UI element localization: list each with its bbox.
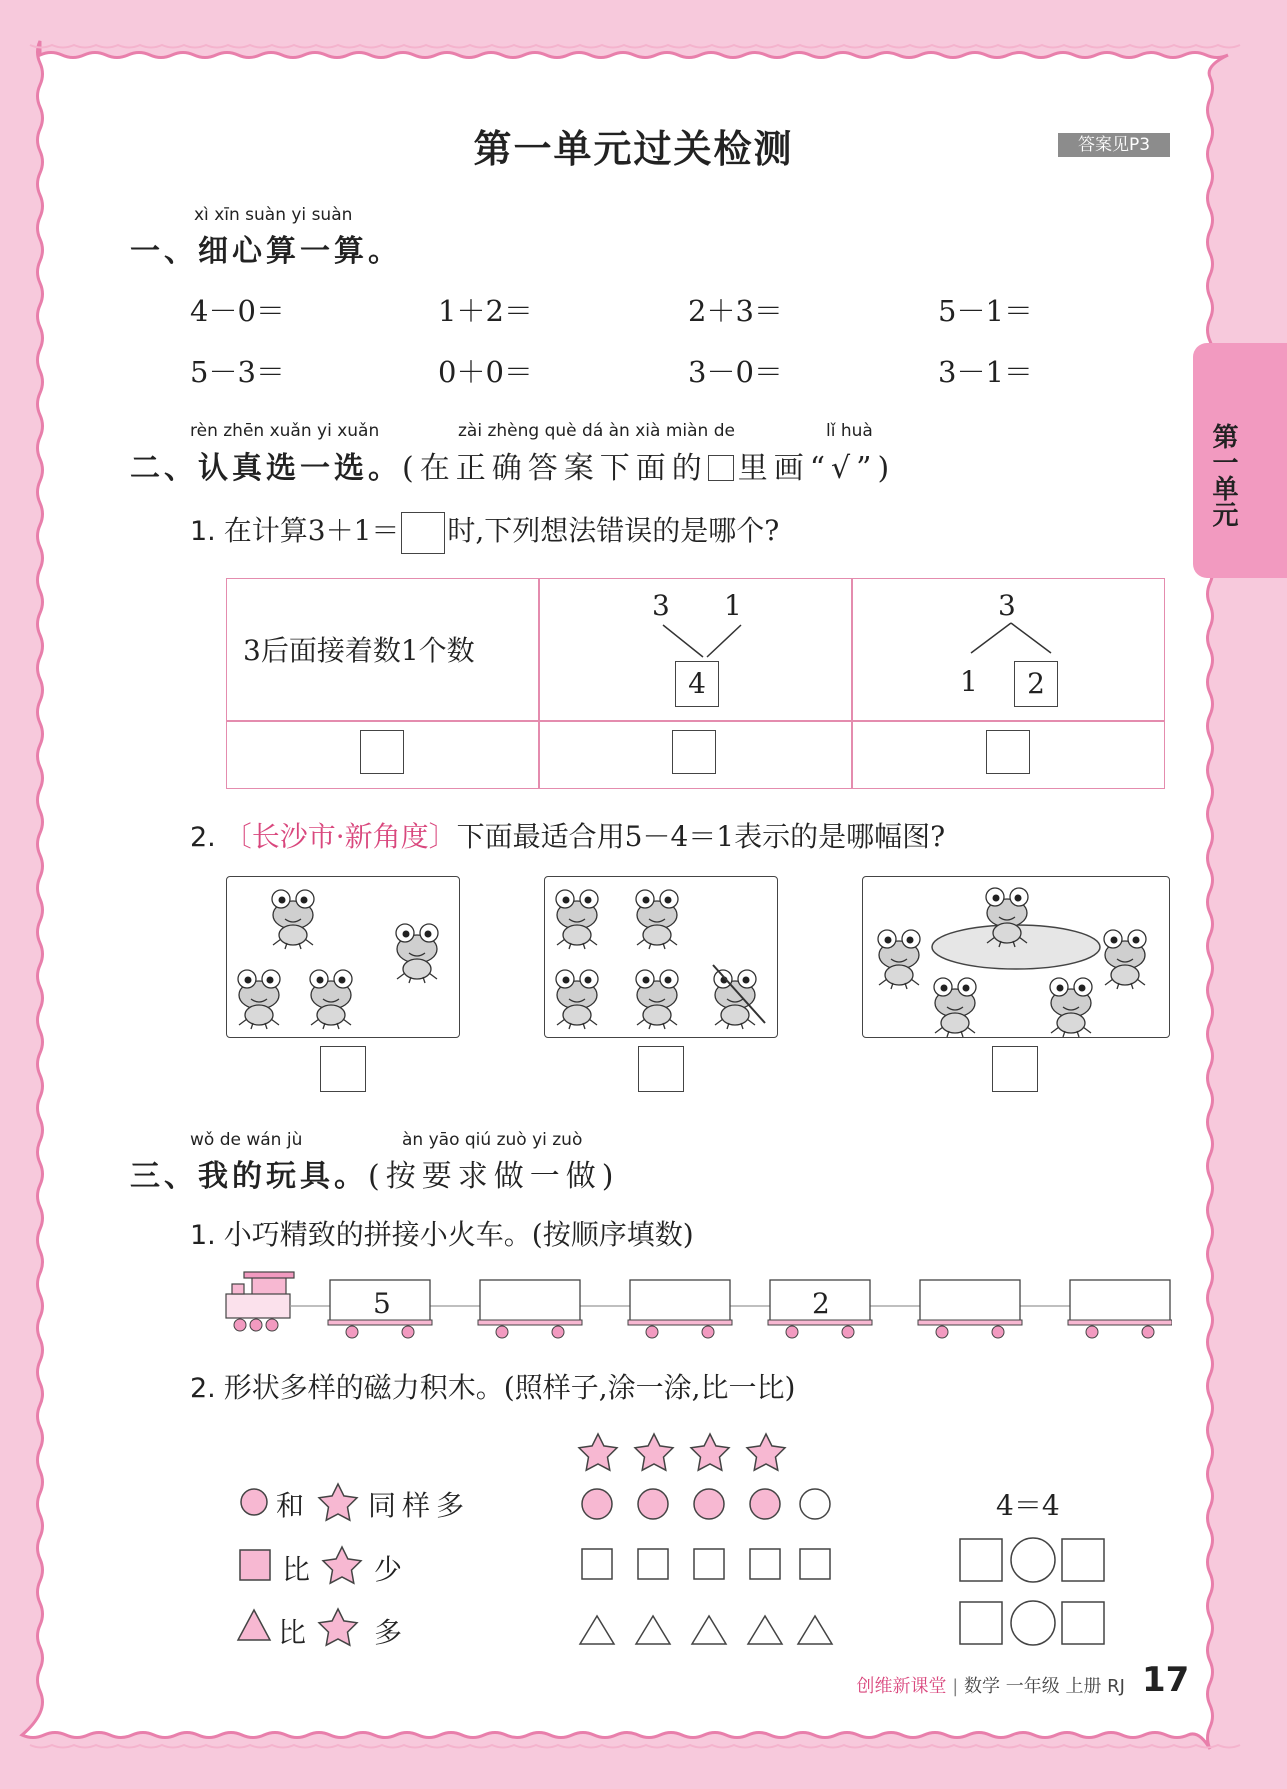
train-car-5 <box>918 1280 1022 1338</box>
s3-q2-number: 2. <box>190 1373 216 1404</box>
circle-5 <box>800 1489 830 1519</box>
circle-4 <box>750 1489 780 1519</box>
equation-8: 3－1＝ <box>938 355 1033 389</box>
s2-q2-number: 2. <box>190 822 216 853</box>
equation-6: 0＋0＝ <box>438 355 533 389</box>
s2-pinyin-a: rèn zhēn xuǎn yi xuǎn <box>190 421 380 441</box>
train-car-6 <box>1068 1280 1172 1338</box>
row3-word: 比 <box>278 1616 307 1649</box>
frog-group-2 <box>545 877 777 1037</box>
triangles-row <box>580 1616 832 1644</box>
s3-instruction: (按要求做一做) <box>368 1159 620 1194</box>
frog-group-1 <box>227 877 459 1037</box>
s3-pinyin-b: àn yāo qiú zuò yi zuò <box>402 1130 583 1150</box>
star-icon <box>323 1547 361 1583</box>
picture-2-answer-box[interactable] <box>638 1046 684 1092</box>
star-3 <box>691 1434 729 1470</box>
star-4 <box>747 1434 785 1470</box>
s3-q1-text: 小巧精致的拼接小火车。(按顺序填数) <box>223 1218 694 1251</box>
train-car-3 <box>628 1280 732 1338</box>
star-1 <box>579 1434 617 1470</box>
frog-picture-3 <box>862 876 1170 1038</box>
page-title: 第一单元过关检测 <box>473 127 794 171</box>
answer-reference-badge: 答案见P3 <box>1058 133 1170 157</box>
s2-q1-number: 1. <box>190 516 216 547</box>
circle-2 <box>638 1489 668 1519</box>
s1-heading: 一、细心算一算。 <box>130 234 402 269</box>
s3-heading: 三、我的玩具。 <box>130 1159 368 1194</box>
s3-pinyin-a: wǒ de wán jù <box>190 1130 303 1150</box>
s2-q2 <box>190 815 945 855</box>
circle-3 <box>694 1489 724 1519</box>
option-c-answer-box[interactable] <box>986 730 1030 774</box>
s3-q2 <box>190 1366 795 1406</box>
frog-picture-1 <box>226 876 460 1038</box>
s2-instruction-a: (在正确答案下面的 <box>402 451 708 486</box>
star-2 <box>635 1434 673 1470</box>
s2-heading-line <box>130 443 895 487</box>
option-b-top-right: 1 <box>724 589 742 622</box>
square-icon <box>240 1550 270 1580</box>
s3-q1 <box>190 1213 694 1253</box>
squares-row <box>582 1549 830 1579</box>
equation-1: 4－0＝ <box>190 294 285 328</box>
train-engine-icon <box>226 1272 294 1331</box>
train-car-1-value: 5 <box>373 1287 391 1320</box>
answer-blocks-row-3 <box>960 1601 1104 1645</box>
circle-1 <box>582 1489 612 1519</box>
footer-info: 创维新课堂 | 数学 一年级 上册 RJ <box>856 1676 1125 1697</box>
option-b-split-lines <box>657 619 757 659</box>
option-c-right: 2 <box>1014 661 1058 707</box>
picture-3-answer-box[interactable] <box>992 1046 1038 1092</box>
picture-1-answer-box[interactable] <box>320 1046 366 1092</box>
s3-heading-line <box>130 1151 619 1195</box>
footer-book-info: 数学 一年级 上册 RJ <box>964 1676 1125 1697</box>
table-divider <box>227 720 1164 722</box>
page-number: 17 <box>1142 1660 1190 1700</box>
s2-q1-text-b: 时,下列想法错误的是哪个? <box>447 514 780 547</box>
circle-icon <box>241 1489 267 1515</box>
s3-q2-text: 形状多样的磁力积木。(照样子,涂一涂,比一比) <box>223 1371 796 1404</box>
option-b-answer-box[interactable] <box>672 730 716 774</box>
s2-pinyin-b: zài zhèng què dá àn xià miàn de <box>458 421 735 441</box>
option-a-text: 3后面接着数1个数 <box>243 634 475 667</box>
s3-q1-number: 1. <box>190 1220 216 1251</box>
row3-suffix: 多 <box>374 1616 403 1649</box>
circles-row <box>582 1489 830 1519</box>
frog-group-3 <box>863 877 1169 1037</box>
option-b-result: 4 <box>675 661 719 707</box>
star-icon <box>319 1609 357 1645</box>
train-illustration <box>222 1270 1172 1342</box>
equation-7: 3－0＝ <box>688 355 783 389</box>
s2-q2-source-tag: 〔长沙市·新角度〕 <box>223 820 457 853</box>
equation-2: 1＋2＝ <box>438 294 533 328</box>
row1-word: 和 <box>276 1489 305 1522</box>
s2-q2-text: 下面最适合用5－4＝1表示的是哪幅图? <box>456 820 946 853</box>
option-b-top-left: 3 <box>652 589 670 622</box>
s2-q1-text-a: 在计算3＋1＝ <box>223 514 400 547</box>
table-divider <box>851 579 853 788</box>
triangle-icon <box>238 1610 270 1640</box>
s2-q1-blank <box>401 512 445 554</box>
option-c-split-lines <box>967 619 1057 659</box>
star-icon <box>319 1484 357 1520</box>
option-c-left: 1 <box>960 665 978 698</box>
answer-box-sample <box>708 455 734 481</box>
s2-instruction-b: 里画“√”) <box>737 451 896 486</box>
equation-3: 2＋3＝ <box>688 294 783 328</box>
stars-row <box>579 1434 785 1470</box>
shape-comparison <box>230 1424 1160 1659</box>
answer-blocks-row-2 <box>960 1538 1104 1582</box>
train-car-2 <box>478 1280 582 1338</box>
s2-heading: 二、认真选一选。 <box>130 451 402 486</box>
unit-side-tab-label: 第一单元 <box>1208 423 1238 527</box>
option-a-answer-box[interactable] <box>360 730 404 774</box>
s2-q1-options-table <box>226 578 1165 789</box>
option-c-top: 3 <box>998 589 1016 622</box>
row2-suffix: 少 <box>374 1553 403 1586</box>
s1-pinyin: xì xīn suàn yi suàn <box>194 205 353 225</box>
example-equation: 4＝4 <box>996 1489 1060 1522</box>
equation-4: 5－1＝ <box>938 294 1033 328</box>
s2-q1 <box>190 509 779 554</box>
s2-pinyin-c: lǐ huà <box>826 421 873 441</box>
train-car-4-value: 2 <box>812 1287 830 1320</box>
row2-word: 比 <box>282 1553 311 1586</box>
footer-brand: 创维新课堂 <box>856 1676 947 1697</box>
table-divider <box>538 579 540 788</box>
frog-picture-2 <box>544 876 778 1038</box>
equation-5: 5－3＝ <box>190 355 285 389</box>
row1-suffix: 同样多 <box>368 1489 471 1522</box>
